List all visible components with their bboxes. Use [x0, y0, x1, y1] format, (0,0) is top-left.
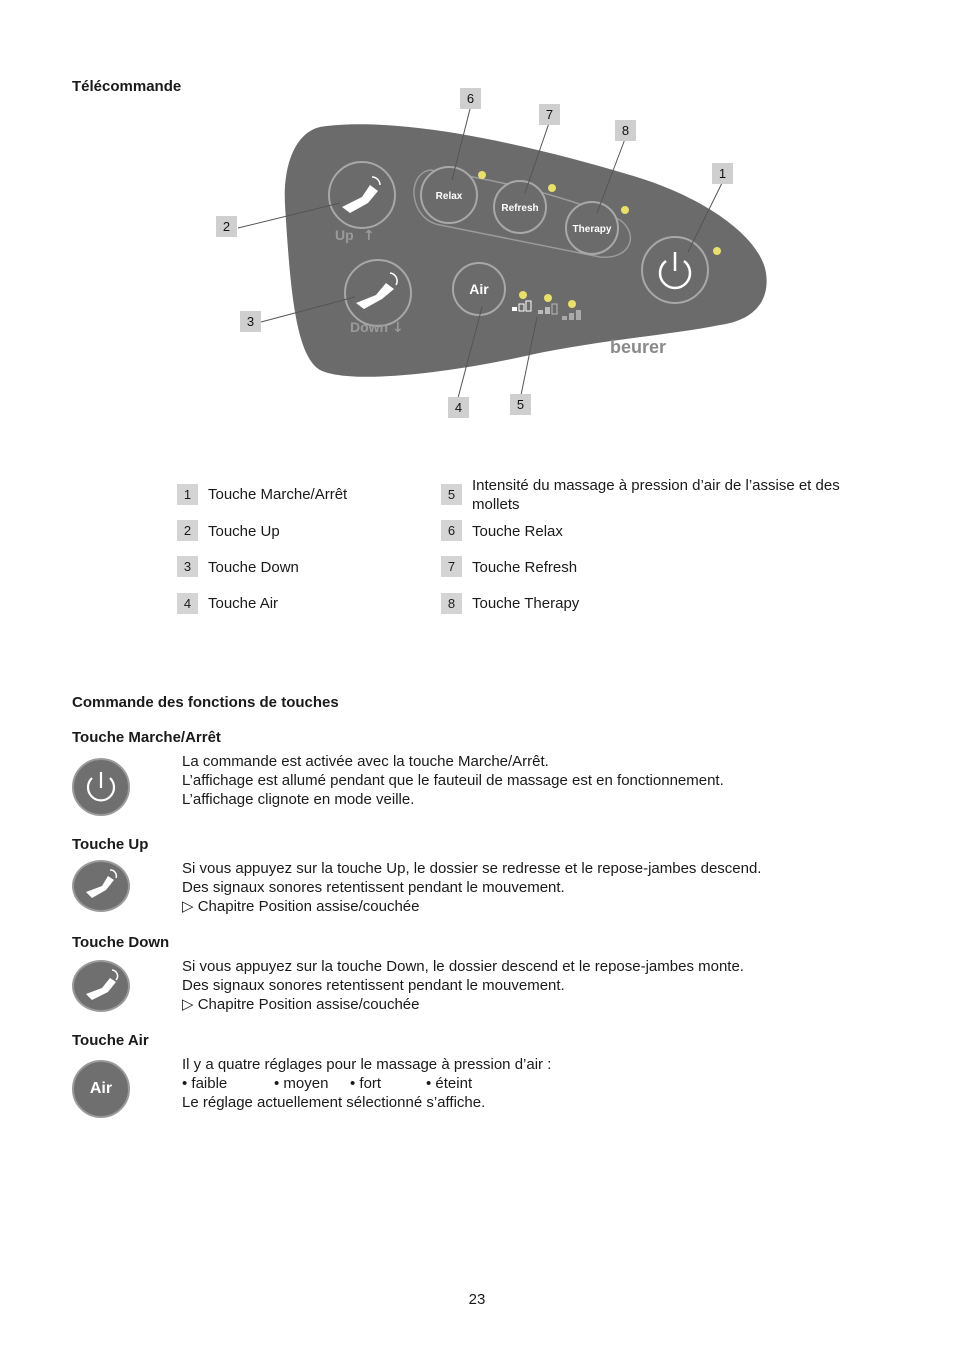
air-option: • éteint [426, 1075, 473, 1092]
functions-title: Commande des fonctions de touches [72, 694, 339, 711]
legend-text: Touche Up [208, 523, 280, 540]
text-line: Si vous appuyez sur la touche Down, le dossier descend et le repose-jambes monte. [182, 958, 744, 975]
up-description [182, 859, 761, 916]
power-button[interactable] [642, 237, 708, 303]
brand-logo: beurer [610, 337, 667, 357]
up-label: Up [335, 227, 354, 243]
page-number: 23 [468, 1291, 486, 1308]
up-title: Touche Up [72, 836, 149, 853]
air-icon-label: Air [89, 1080, 113, 1097]
legend-text: Touche Refresh [472, 559, 578, 576]
legend-num: 6 [441, 520, 462, 541]
legend-num: 8 [441, 593, 462, 614]
text-line: L’affichage est allumé pendant que le fauteuil de massage est en fonctionnement. [182, 772, 724, 789]
text-line: Des signaux sonores retentissent pendant le mouvement. [182, 977, 565, 994]
legend-num: 7 [441, 556, 462, 577]
callout-3: 3 [240, 311, 261, 332]
therapy-led [621, 206, 629, 214]
callout-1: 1 [712, 163, 733, 184]
down-description [182, 957, 744, 1014]
callout-5: 5 [510, 394, 531, 415]
legend-text: Touche Air [208, 595, 279, 612]
therapy-button[interactable] [566, 202, 618, 254]
air-button[interactable] [453, 263, 505, 315]
air-option: • moyen [274, 1075, 329, 1092]
legend-text: Touche Down [208, 559, 299, 576]
legend-text: Touche Marche/Arrêt [208, 486, 348, 503]
air-option: • fort [350, 1075, 382, 1092]
down-icon [72, 960, 130, 1012]
therapy-label: Therapy [572, 224, 612, 235]
power-title: Touche Marche/Arrêt [72, 729, 221, 746]
refresh-label: Refresh [501, 203, 539, 214]
remote-control-illustration [200, 85, 800, 425]
down-button[interactable] [345, 260, 411, 326]
legend-num: 2 [177, 520, 198, 541]
svg-text:↓: ↓ [392, 320, 404, 336]
air-option: • faible [182, 1075, 228, 1092]
legend-text: Touche Relax [472, 523, 563, 540]
legend-num: 1 [177, 484, 198, 505]
svg-text:↑: ↑ [363, 228, 375, 244]
relax-led [478, 171, 486, 179]
relax-label: Relax [435, 191, 463, 202]
text-line: Il y a quatre réglages pour le massage à pression d’air : [182, 1056, 552, 1073]
up-icon [72, 860, 130, 912]
air-description [182, 1055, 551, 1112]
power-icon [72, 758, 130, 816]
power-led [713, 247, 721, 255]
air-options [182, 1074, 551, 1093]
legend-num: 5 [441, 484, 462, 505]
relax-button[interactable] [421, 167, 477, 223]
callout-7: 7 [539, 104, 560, 125]
air-icon [72, 1060, 130, 1118]
air-label: Air [469, 281, 489, 297]
callout-4: 4 [448, 397, 469, 418]
legend-num: 3 [177, 556, 198, 577]
refresh-led [548, 184, 556, 192]
text-line: L’affichage clignote en mode veille. [182, 791, 415, 808]
down-title: Touche Down [72, 934, 170, 951]
down-label: Down [350, 319, 389, 335]
callout-6: 6 [460, 88, 481, 109]
refresh-button[interactable] [494, 181, 546, 233]
text-line: La commande est activée avec la touche Marche/Arrêt. [182, 753, 549, 770]
text-line: Le réglage actuellement sélectionné s’affiche. [182, 1094, 486, 1111]
text-line: Des signaux sonores retentissent pendant le mouvement. [182, 879, 565, 896]
remote-section-title: Télécommande [72, 78, 182, 95]
legend-text: Touche Therapy [472, 595, 580, 612]
callout-2: 2 [216, 216, 237, 237]
text-line: Si vous appuyez sur la touche Up, le dossier se redresse et le repose-jambes descend. [182, 860, 762, 877]
legend-text: Intensité du massage à pression d’air de l’assise et des mollets [472, 477, 840, 513]
up-button[interactable] [329, 162, 395, 228]
chapter-reference[interactable]: ▷ Chapitre Position assise/couchée [182, 898, 420, 915]
air-title: Touche Air [72, 1032, 149, 1049]
callout-8: 8 [615, 120, 636, 141]
chapter-reference[interactable]: ▷ Chapitre Position assise/couchée [182, 996, 420, 1013]
legend-num: 4 [177, 593, 198, 614]
power-description [182, 752, 724, 809]
